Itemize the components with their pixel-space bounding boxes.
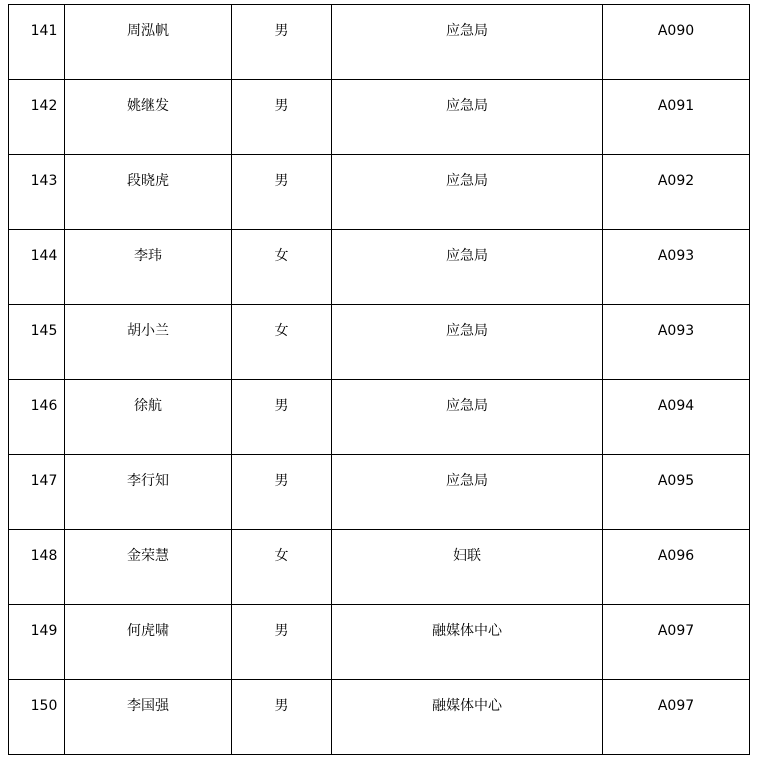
cell-gender (232, 5, 332, 80)
cell-number (9, 605, 65, 680)
cell-gender (232, 455, 332, 530)
cell-number (9, 530, 65, 605)
cell-code (603, 380, 750, 455)
cell-number (9, 80, 65, 155)
cell-name (65, 305, 232, 380)
cell-gender (232, 530, 332, 605)
gender-text: 男 (274, 173, 289, 189)
code-text: A092 (657, 173, 695, 189)
cell-name (65, 530, 232, 605)
name-text: 李行知 (127, 473, 169, 489)
unit-text: 妇联 (453, 548, 481, 564)
cell-gender (232, 155, 332, 230)
name-text: 金荣慧 (127, 548, 169, 564)
name-text: 何虎啸 (127, 623, 169, 639)
gender-text: 男 (274, 473, 289, 489)
unit-text: 应急局 (446, 323, 488, 339)
unit-text: 融媒体中心 (432, 623, 502, 639)
cell-code (603, 155, 750, 230)
cell-name (65, 455, 232, 530)
cell-name (65, 680, 232, 755)
cell-gender (232, 680, 332, 755)
cell-code (603, 530, 750, 605)
cell-name (65, 155, 232, 230)
table-row (9, 530, 750, 605)
cell-number (9, 380, 65, 455)
gender-text: 女 (274, 548, 289, 564)
cell-unit (332, 680, 603, 755)
unit-text: 应急局 (446, 473, 488, 489)
cell-unit (332, 230, 603, 305)
table-row (9, 5, 750, 80)
table-row (9, 230, 750, 305)
code-text: A095 (657, 473, 695, 489)
number-text: 148 (30, 548, 58, 564)
gender-text: 男 (274, 23, 289, 39)
table-row (9, 80, 750, 155)
code-text: A093 (657, 248, 695, 264)
cell-unit (332, 380, 603, 455)
cell-gender (232, 230, 332, 305)
unit-text: 应急局 (446, 173, 488, 189)
number-text: 147 (30, 473, 58, 489)
gender-text: 男 (274, 98, 289, 114)
roster-body (9, 5, 750, 755)
number-text: 150 (30, 698, 58, 714)
cell-unit (332, 605, 603, 680)
roster-table (8, 4, 750, 755)
cell-gender (232, 605, 332, 680)
cell-code (603, 230, 750, 305)
number-text: 141 (30, 23, 58, 39)
number-text: 145 (30, 323, 58, 339)
cell-name (65, 380, 232, 455)
table-row (9, 380, 750, 455)
unit-text: 应急局 (446, 98, 488, 114)
unit-text: 应急局 (446, 23, 488, 39)
cell-unit (332, 155, 603, 230)
table-row (9, 305, 750, 380)
cell-gender (232, 380, 332, 455)
gender-text: 女 (274, 323, 289, 339)
cell-name (65, 230, 232, 305)
table-row (9, 680, 750, 755)
name-text: 姚继发 (127, 98, 169, 114)
code-text: A090 (657, 23, 695, 39)
cell-number (9, 455, 65, 530)
code-text: A091 (657, 98, 695, 114)
unit-text: 应急局 (446, 248, 488, 264)
number-text: 149 (30, 623, 58, 639)
name-text: 胡小兰 (127, 323, 169, 339)
cell-code (603, 680, 750, 755)
cell-code (603, 455, 750, 530)
table-row (9, 155, 750, 230)
cell-name (65, 605, 232, 680)
name-text: 李国强 (127, 698, 169, 714)
cell-code (603, 5, 750, 80)
cell-unit (332, 530, 603, 605)
cell-gender (232, 80, 332, 155)
unit-text: 融媒体中心 (432, 698, 502, 714)
cell-unit (332, 305, 603, 380)
gender-text: 男 (274, 698, 289, 714)
cell-name (65, 80, 232, 155)
cell-unit (332, 455, 603, 530)
name-text: 周泓帆 (127, 23, 169, 39)
number-text: 143 (30, 173, 58, 189)
number-text: 144 (30, 248, 58, 264)
cell-unit (332, 5, 603, 80)
cell-unit (332, 80, 603, 155)
cell-number (9, 305, 65, 380)
gender-text: 男 (274, 398, 289, 414)
table-row (9, 605, 750, 680)
cell-code (603, 605, 750, 680)
name-text: 徐航 (134, 398, 162, 414)
cell-name (65, 5, 232, 80)
unit-text: 应急局 (446, 398, 488, 414)
cell-code (603, 305, 750, 380)
gender-text: 男 (274, 623, 289, 639)
table-row (9, 455, 750, 530)
cell-number (9, 680, 65, 755)
code-text: A096 (657, 548, 695, 564)
code-text: A093 (657, 323, 695, 339)
gender-text: 女 (274, 248, 289, 264)
cell-gender (232, 305, 332, 380)
cell-number (9, 155, 65, 230)
cell-number (9, 5, 65, 80)
cell-number (9, 230, 65, 305)
cell-code (603, 80, 750, 155)
number-text: 146 (30, 398, 58, 414)
number-text: 142 (30, 98, 58, 114)
code-text: A097 (657, 698, 695, 714)
name-text: 李玮 (134, 248, 162, 264)
name-text: 段晓虎 (127, 173, 169, 189)
code-text: A094 (657, 398, 695, 414)
code-text: A097 (657, 623, 695, 639)
